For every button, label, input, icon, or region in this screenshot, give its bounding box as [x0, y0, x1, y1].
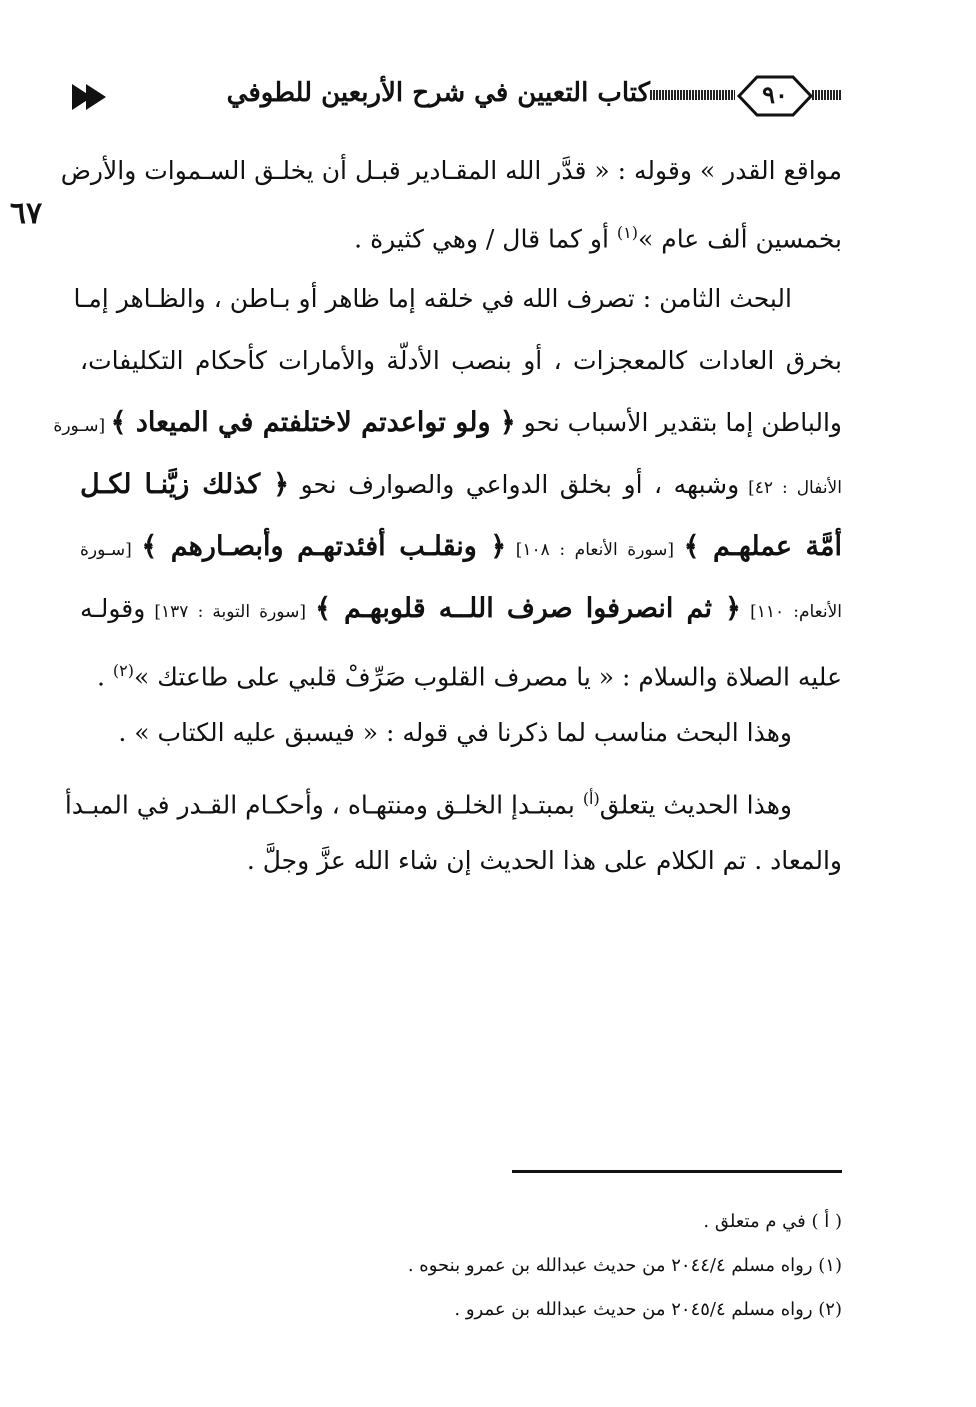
verse-reference: الأنفال : ٤٢]	[739, 478, 842, 498]
footnote: ( أ ) في م متعلق .	[703, 1211, 842, 1232]
quran-verse: ﴿ ونقلـب أفئدتهـم وأبصـارهم ﴾	[141, 531, 507, 562]
text-line	[80, 702, 842, 764]
footnote: (١) رواه مسلم ٢٠٤٤/٤ من حديث عبدالله بن عمرو بنحوه .	[407, 1255, 842, 1276]
text-line	[80, 578, 842, 640]
text-span: بمبتـدإ الخلـق ومنتهـاه ، وأحكـام القـدر في المبـدأ	[64, 790, 583, 820]
verse-reference: [سورة الأنعام : ١٠٨]	[506, 540, 684, 560]
text-span: وقولـه	[80, 594, 146, 623]
text-line	[80, 454, 842, 516]
footnote-divider	[512, 1170, 842, 1173]
page-number: ٩٠	[762, 80, 788, 109]
footnotes	[80, 1200, 842, 1332]
text-line	[80, 640, 842, 702]
ornament-icon	[70, 82, 110, 112]
text-span: عليه الصلاة والسلام : « يا مصرف القلوب صَرِّفْ قلبي على طاعتك »	[133, 662, 842, 692]
verse-reference: [سـورة	[80, 540, 142, 560]
text-span: .	[96, 662, 113, 692]
quran-verse: ﴿ ثم انصرفوا صرف اللــه قلوبهـم ﴾	[315, 593, 741, 624]
verse-reference: [سورة التوبة : ١٣٧]	[145, 602, 316, 622]
text-span: البحث الثامن : تصرف الله في خلقه إما ظاهر أو بـاطن ، والظـاهر إمـا	[73, 284, 792, 313]
footnote-ref: (٢)	[112, 661, 134, 680]
header-rule-right	[812, 90, 842, 100]
text-span: والباطن إما بتقدير الأسباب نحو	[515, 408, 842, 437]
text-span: بخرق العادات كالمعجزات ، أو بنصب الأدلّة والأمارات كأحكام التكليفات،	[80, 346, 842, 375]
text-span: وهذا البحث مناسب لما ذكرنا في قوله : « فيسبق عليه الكتاب » .	[118, 718, 792, 747]
quran-verse: أمَّة عملهـم ﴾	[683, 531, 842, 562]
footnote: (٢) رواه مسلم ٢٠٤٥/٤ من حديث عبدالله بن عمرو .	[454, 1299, 842, 1320]
text-line	[60, 140, 842, 202]
header-rule-left	[650, 90, 735, 100]
text-span: أو كما قال / وهي كثيرة .	[354, 224, 617, 254]
text-line	[80, 202, 842, 264]
text-line	[80, 330, 842, 392]
text-line	[80, 516, 842, 578]
quran-verse: ﴿ كذلك زيَّنـا لكـل	[80, 469, 290, 500]
book-title: كتاب التعيين في شرح الأربعين للطوفي	[226, 78, 650, 108]
main-text	[53, 140, 843, 892]
footnote-ref: (١)	[616, 223, 638, 242]
text-span: مواقع القدر » وقوله : « قدَّر الله المقـادير قبـل أن يخلـق السـموات والأرض	[60, 156, 842, 185]
text-line	[53, 392, 842, 454]
quran-verse: ﴿ ولو تواعدتم لاختلفتم في الميعاد ﴾	[110, 407, 516, 438]
text-span: وهذا الحديث يتعلق	[599, 790, 792, 820]
verse-reference: [سـورة	[53, 416, 111, 436]
text-line	[73, 268, 842, 330]
verse-reference: الأنعام: ١١٠]	[740, 602, 843, 622]
margin-page-reference: ٦٧	[9, 196, 43, 231]
text-span: بخمسين ألف عام »	[637, 224, 842, 254]
text-line	[80, 830, 842, 892]
text-span: وشبهه ، أو بخلق الدواعي والصوارف نحو	[289, 470, 740, 499]
text-span: والمعاد . تم الكلام على هذا الحديث إن شاء الله عزَّ وجلَّ .	[246, 846, 842, 875]
footnote-ref: (أ)	[582, 789, 600, 808]
text-line	[64, 768, 842, 830]
page-header	[70, 68, 842, 124]
